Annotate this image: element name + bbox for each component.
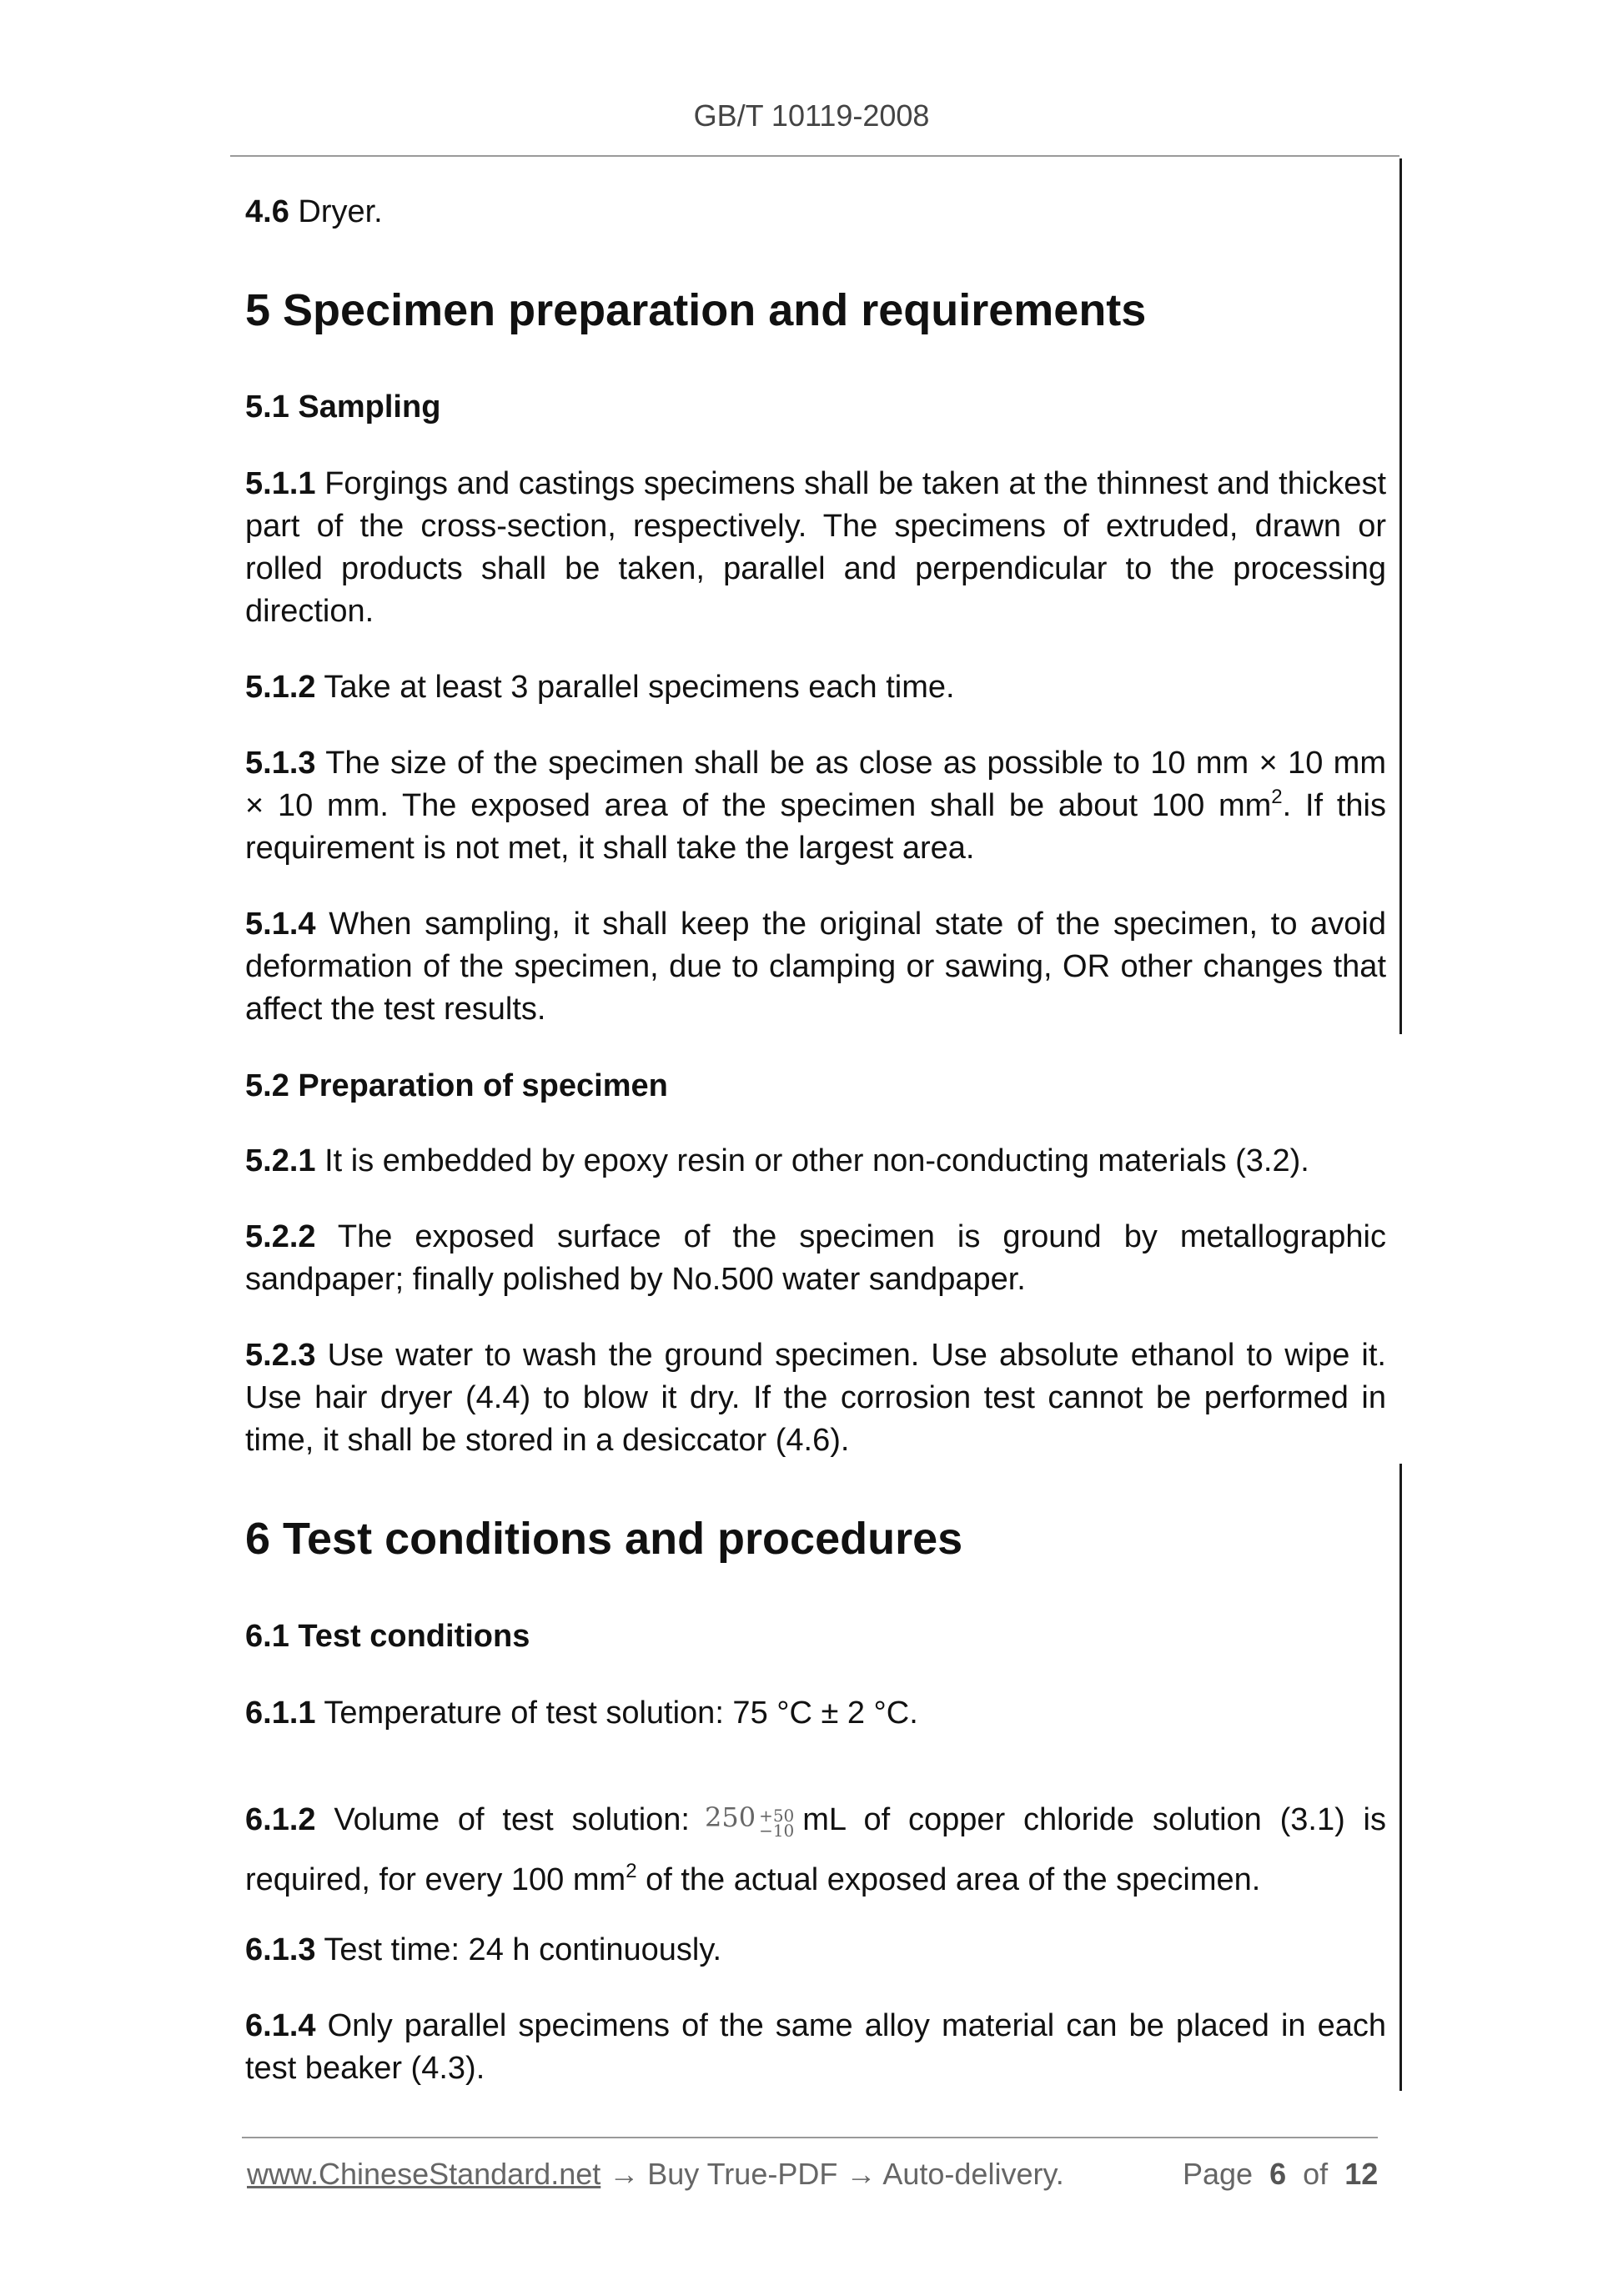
buy-text: Buy True-PDF [647, 2157, 838, 2191]
page-total: 12 [1344, 2157, 1379, 2191]
clause-text-end: of the actual exposed area of the specimen. [636, 1862, 1261, 1897]
clause-5-2-3 [245, 1334, 1386, 1462]
subsection-heading-5-1: 5.1 Sampling [245, 389, 441, 425]
clause-text: Use water to wash the ground specimen. Use absolute ethanol to wipe it. Use hair dryer (4.4) to blow it dry. If the corrosion test cannot be performed in time, it shall be stored in a desiccator (4.6). [245, 1338, 1386, 1458]
clause-text: The size of the specimen shall be as close as possible to 10 mm × 10 mm × 10 mm. The exposed area of the specimen shall be about 100 mm [245, 746, 1386, 823]
clause-text: The exposed surface of the specimen is ground by metallographic sandpaper; finally polished by No.500 water sandpaper. [245, 1219, 1386, 1297]
subsection-heading-6-1: 6.1 Test conditions [245, 1619, 530, 1654]
change-bar-top [1399, 158, 1402, 1034]
clause-number: 5.1.4 [245, 907, 316, 942]
clause-5-2-1 [245, 1140, 1386, 1183]
page-label: Page [1183, 2157, 1254, 2191]
clause-number: 6.1.3 [245, 1932, 316, 1967]
arrow-icon: → [837, 2157, 883, 2191]
superscript: 2 [626, 1860, 637, 1882]
clause-number: 6.1.2 [245, 1802, 316, 1837]
footer-divider [242, 2137, 1378, 2138]
clause-6-1-1 [245, 1692, 1386, 1735]
footer-promo [247, 2157, 1064, 2192]
clause-number: 6.1.1 [245, 1696, 316, 1731]
tolerance-value [705, 1787, 794, 1847]
clause-6-1-4 [245, 2005, 1386, 2090]
clause-text: Test time: 24 h continuously. [315, 1932, 722, 1967]
of-label: of [1303, 2157, 1329, 2191]
page-indicator [1183, 2157, 1378, 2192]
clause-4-6 [245, 191, 1386, 234]
subsection-heading-5-2: 5.2 Preparation of specimen [245, 1068, 668, 1103]
clause-text: Volume of test solution: [315, 1802, 690, 1837]
delivery-text: Auto-delivery. [882, 2157, 1064, 2191]
clause-6-1-2 [245, 1787, 1386, 1910]
clause-number: 6.1.4 [245, 2008, 316, 2043]
clause-text: Temperature of test solution: 75 °C ± 2 °C. [315, 1696, 918, 1731]
clause-number: 4.6 [245, 194, 289, 229]
clause-5-1-4 [245, 903, 1386, 1031]
tolerance-lower: −10 [759, 1821, 795, 1841]
superscript: 2 [1271, 786, 1283, 808]
clause-5-1-3 [245, 742, 1386, 870]
clause-text: Take at least 3 parallel specimens each time. [315, 670, 955, 705]
clause-6-1-3 [245, 1929, 1386, 1972]
header-divider [230, 155, 1399, 157]
clause-text: When sampling, it shall keep the original state of the specimen, to avoid deformation of the specimen, due to clamping or sawing, OR other changes that affect the test results. [245, 907, 1386, 1027]
arrow-icon: → [600, 2157, 648, 2191]
tolerance-upper: +50 [759, 1806, 795, 1826]
header-title: GB/T 10119-2008 [693, 98, 930, 133]
clause-text: Dryer. [289, 194, 383, 229]
clause-number: 5.1.3 [245, 746, 316, 781]
page-number: 6 [1269, 2157, 1287, 2191]
section-heading-6: 6 Test conditions and procedures [245, 1514, 963, 1564]
change-bar-bottom [1399, 1464, 1402, 2091]
clause-text: Only parallel specimens of the same alloy material can be placed in each test beaker (4.3). [245, 2008, 1386, 2086]
clause-5-1-1 [245, 463, 1386, 633]
clause-text: It is embedded by epoxy resin or other non-conducting materials (3.2). [315, 1143, 1309, 1178]
clause-number: 5.2.2 [245, 1219, 316, 1254]
clause-5-1-2 [245, 666, 1386, 709]
website-link[interactable]: www.ChineseStandard.net [247, 2157, 601, 2191]
clause-number: 5.2.3 [245, 1338, 316, 1373]
clause-number: 5.1.2 [245, 670, 316, 705]
clause-5-2-2 [245, 1216, 1386, 1301]
tolerance-base: 250 [704, 1801, 756, 1833]
section-heading-5: 5 Specimen preparation and requirements [245, 285, 1147, 335]
clause-number: 5.1.1 [245, 466, 316, 501]
clause-text-cont: mL of copper chloride solution (3.1) is required, for every 100 mm [245, 1802, 1387, 1897]
clause-text-cont: . If this requirement is not met, it shall take the largest area. [245, 788, 1386, 866]
clause-text: Forgings and castings specimens shall be taken at the thinnest and thickest part of the cross-section, respectively. The specimens of extruded, drawn or rolled products shall be taken, parallel and perpendicular to the processing direction. [245, 466, 1386, 629]
clause-number: 5.2.1 [245, 1143, 316, 1178]
